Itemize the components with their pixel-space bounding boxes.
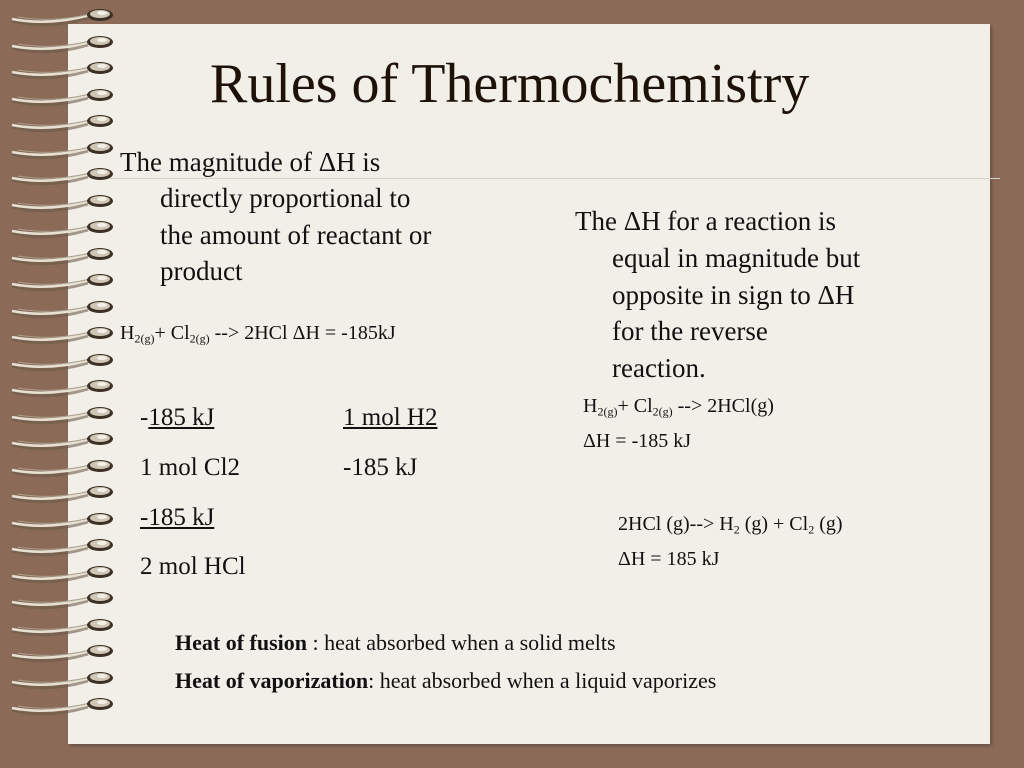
eq2-end: (g) [814, 513, 843, 535]
spiral-coil-icon [8, 59, 118, 81]
vapor-term: Heat of vaporization [175, 668, 369, 693]
factor-2-numerator: 1 mol H2 [343, 404, 438, 431]
spiral-coil-icon [8, 536, 118, 558]
left-rule-line-1: The magnitude of ΔH is [120, 147, 381, 177]
eq2-h-sub: 2 [733, 522, 740, 537]
eq1-h: H [583, 395, 598, 417]
spiral-coil-icon [8, 563, 118, 585]
right-rule-line-2: equal in magnitude but [612, 243, 861, 273]
spiral-coil-icon [8, 642, 118, 664]
spiral-coil-icon [8, 669, 118, 691]
spiral-coil-icon [8, 33, 118, 55]
slide-title: Rules of Thermochemistry [210, 53, 810, 115]
right-rule-line-5: reaction. [612, 353, 706, 383]
spiral-coil-icon [8, 457, 118, 479]
eq1-h-sub: 2(g) [597, 404, 618, 419]
right-rule-line-4: for the reverse [612, 316, 768, 346]
eq-cl-sub: 2(g) [189, 331, 210, 346]
spiral-binding [0, 6, 136, 754]
right-equation-2-dh: ΔH = 185 kJ [618, 548, 720, 570]
eq1-cl: + Cl [617, 395, 653, 417]
spiral-coil-icon [8, 589, 118, 611]
definition-vaporization [175, 668, 716, 694]
factor-1-denominator: 1 mol Cl2 [140, 454, 241, 481]
right-equation-1-dh: ΔH = -185 kJ [583, 430, 692, 452]
spiral-coil-icon [8, 324, 118, 346]
spiral-coil-icon [8, 351, 118, 373]
left-rule-line-3: the amount of reactant or [160, 220, 432, 250]
spiral-coil-icon [8, 298, 118, 320]
spiral-coil-icon [8, 245, 118, 267]
spiral-coil-icon [8, 6, 118, 28]
spiral-coil-icon [8, 139, 118, 161]
spiral-coil-icon [8, 404, 118, 426]
eq1-rest: --> 2HCl(g) [672, 395, 774, 417]
right-rule-line-1: The ΔH for a reaction is [575, 206, 837, 236]
eq2-cl-sub: 2 [808, 522, 815, 537]
factor-3-denominator: 2 mol HCl [140, 553, 246, 580]
factor-1-sign: - [140, 404, 149, 431]
spiral-coil-icon [8, 510, 118, 532]
spiral-coil-icon [8, 165, 118, 187]
eq2-mid: (g) + Cl [739, 513, 809, 535]
eq1-cl-sub: 2(g) [652, 404, 673, 419]
spiral-coil-icon [8, 430, 118, 452]
factor-2-denominator: -185 kJ [343, 454, 418, 481]
spiral-coil-icon [8, 271, 118, 293]
right-equation-2 [618, 513, 843, 536]
spiral-coil-icon [8, 616, 118, 638]
eq2-start: 2HCl (g)--> H [618, 513, 734, 535]
eq-cl: + Cl [154, 322, 190, 344]
right-equation-1 [583, 395, 774, 418]
spiral-coil-icon [8, 695, 118, 717]
definition-fusion [175, 630, 616, 656]
eq-h: H [120, 322, 135, 344]
fusion-text: : heat absorbed when a solid melts [307, 630, 616, 655]
factor-3-numerator: -185 kJ [140, 504, 215, 531]
eq-rest: --> 2HCl ΔH = -185kJ [209, 322, 396, 344]
spiral-coil-icon [8, 483, 118, 505]
left-equation [120, 322, 396, 345]
vapor-text: : heat absorbed when a liquid vaporizes [368, 668, 717, 693]
spiral-coil-icon [8, 192, 118, 214]
fusion-term: Heat of fusion [175, 630, 307, 655]
spiral-coil-icon [8, 218, 118, 240]
factor-1-value: 185 kJ [148, 404, 215, 431]
right-rule-line-3: opposite in sign to ΔH [612, 280, 855, 310]
spiral-coil-icon [8, 377, 118, 399]
eq-h-sub: 2(g) [134, 331, 155, 346]
left-rule-line-2: directly proportional to [160, 183, 411, 213]
left-rule-line-4: product [160, 256, 243, 286]
factor-1-numerator [140, 404, 214, 432]
spiral-coil-icon [8, 112, 118, 134]
spiral-coil-icon [8, 86, 118, 108]
